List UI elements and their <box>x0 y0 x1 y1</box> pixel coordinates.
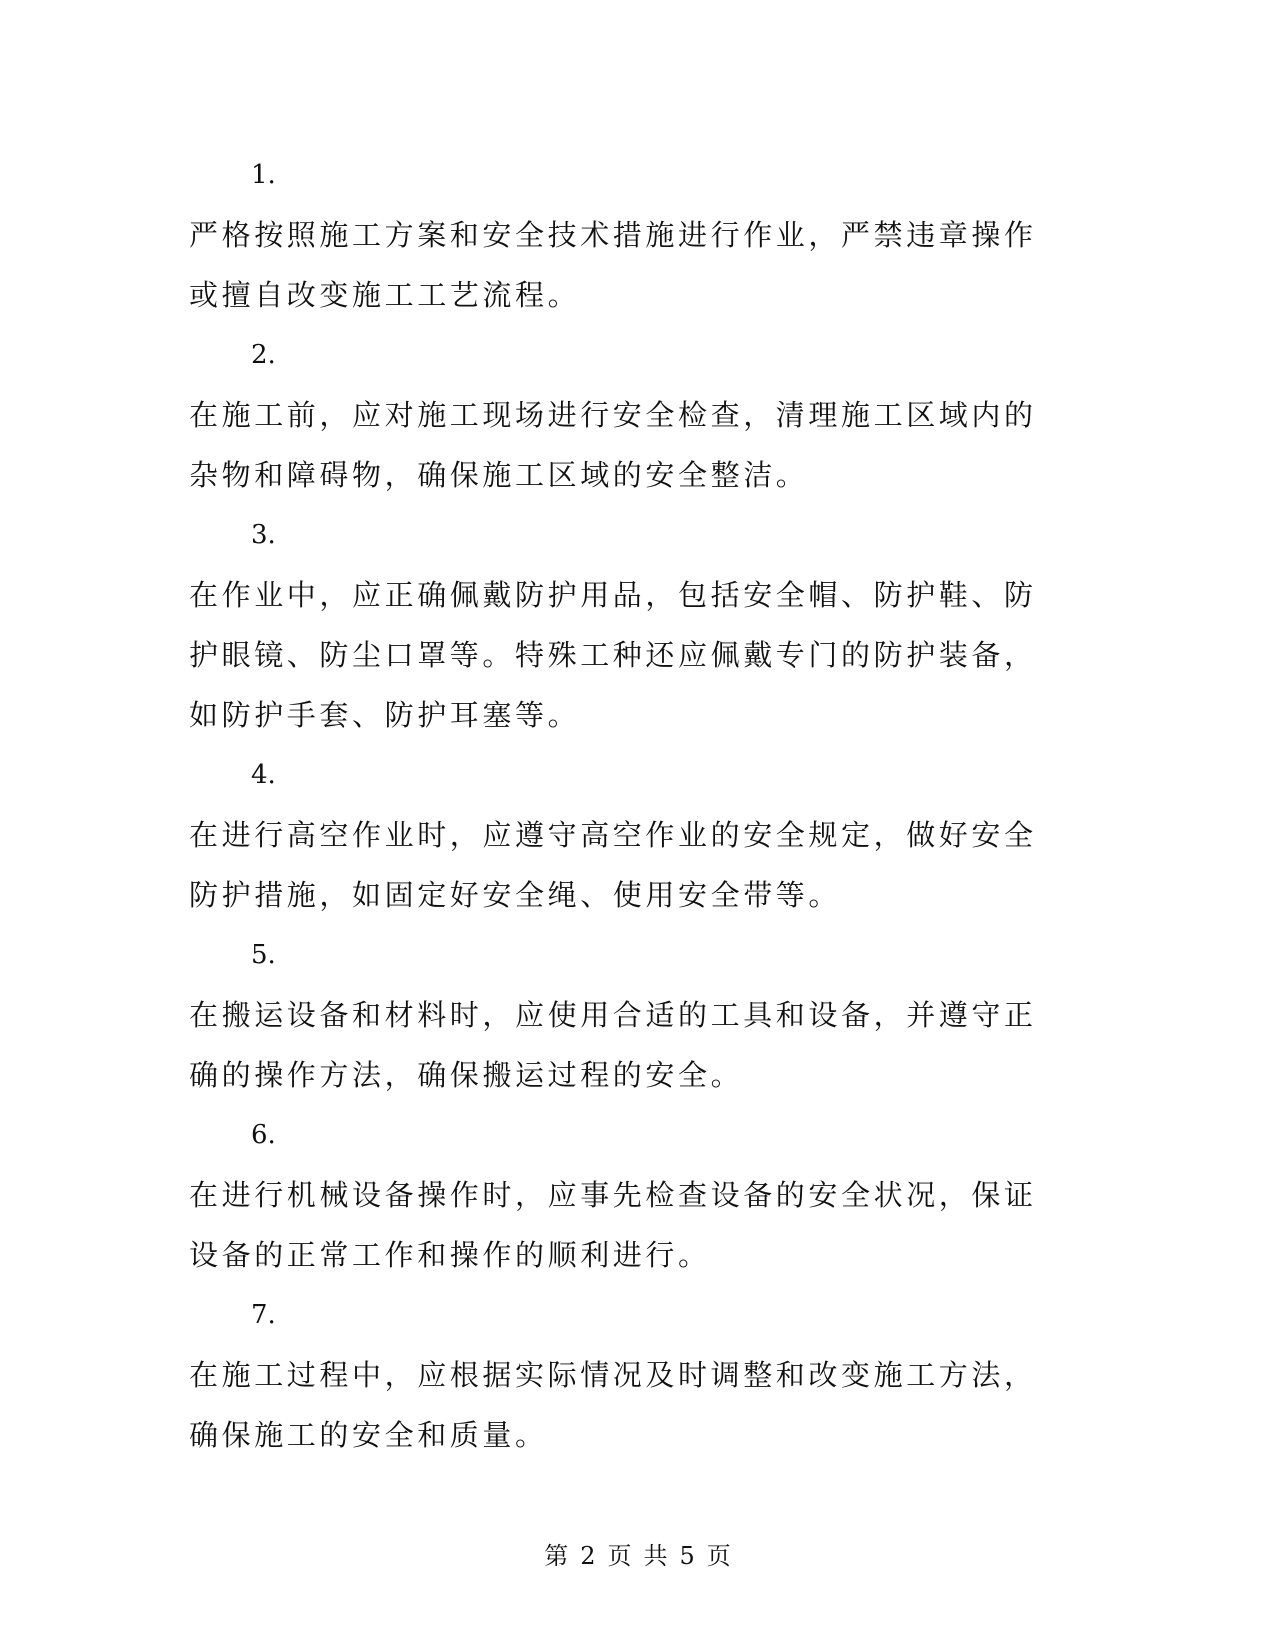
item-text: 在进行机械设备操作时，应事先检查设备的安全状况，保证设备的正常工作和操作的顺利进行。 <box>189 1178 1037 1272</box>
item-number: 3. <box>251 520 276 550</box>
item-number: 6. <box>251 1120 276 1150</box>
item-number: 4. <box>251 760 276 790</box>
page-footer <box>0 1540 1275 1572</box>
item-number: 7. <box>251 1300 276 1330</box>
item-number: 1. <box>251 160 276 190</box>
list-item <box>189 325 1069 505</box>
item-text: 严格按照施工方案和安全技术措施进行作业，严禁违章操作或擅自改变施工工艺流程。 <box>189 218 1037 312</box>
item-text: 在施工过程中，应根据实际情况及时调整和改变施工方法，确保施工的安全和质量。 <box>189 1358 1037 1452</box>
list-item <box>189 145 1069 325</box>
item-text: 在搬运设备和材料时，应使用合适的工具和设备，并遵守正确的操作方法，确保搬运过程的安全。 <box>189 998 1037 1092</box>
list-item <box>189 925 1069 1105</box>
item-number: 5. <box>251 940 276 970</box>
document-body <box>189 145 1069 1465</box>
footer-prefix: 第 <box>544 1542 569 1570</box>
list-item <box>189 1105 1069 1285</box>
footer-total-pages: 5 <box>679 1542 695 1570</box>
item-text: 在作业中，应正确佩戴防护用品，包括安全帽、防护鞋、防护眼镜、防尘口罩等。特殊工种还应佩戴专门的防护装备，如防护手套、防护耳塞等。 <box>189 578 1037 732</box>
item-text: 在施工前，应对施工现场进行安全检查，清理施工区域内的杂物和障碍物，确保施工区域的安全整洁。 <box>189 398 1037 492</box>
item-text: 在进行高空作业时，应遵守高空作业的安全规定，做好安全防护措施，如固定好安全绳、使用安全带等。 <box>189 818 1037 912</box>
list-item <box>189 505 1069 745</box>
footer-total-word: 共 <box>643 1542 668 1570</box>
list-item <box>189 745 1069 925</box>
footer-page-word: 页 <box>607 1542 632 1570</box>
item-number: 2. <box>251 340 276 370</box>
footer-suffix: 页 <box>706 1542 731 1570</box>
footer-current-page: 2 <box>580 1542 596 1570</box>
list-item <box>189 1285 1069 1465</box>
